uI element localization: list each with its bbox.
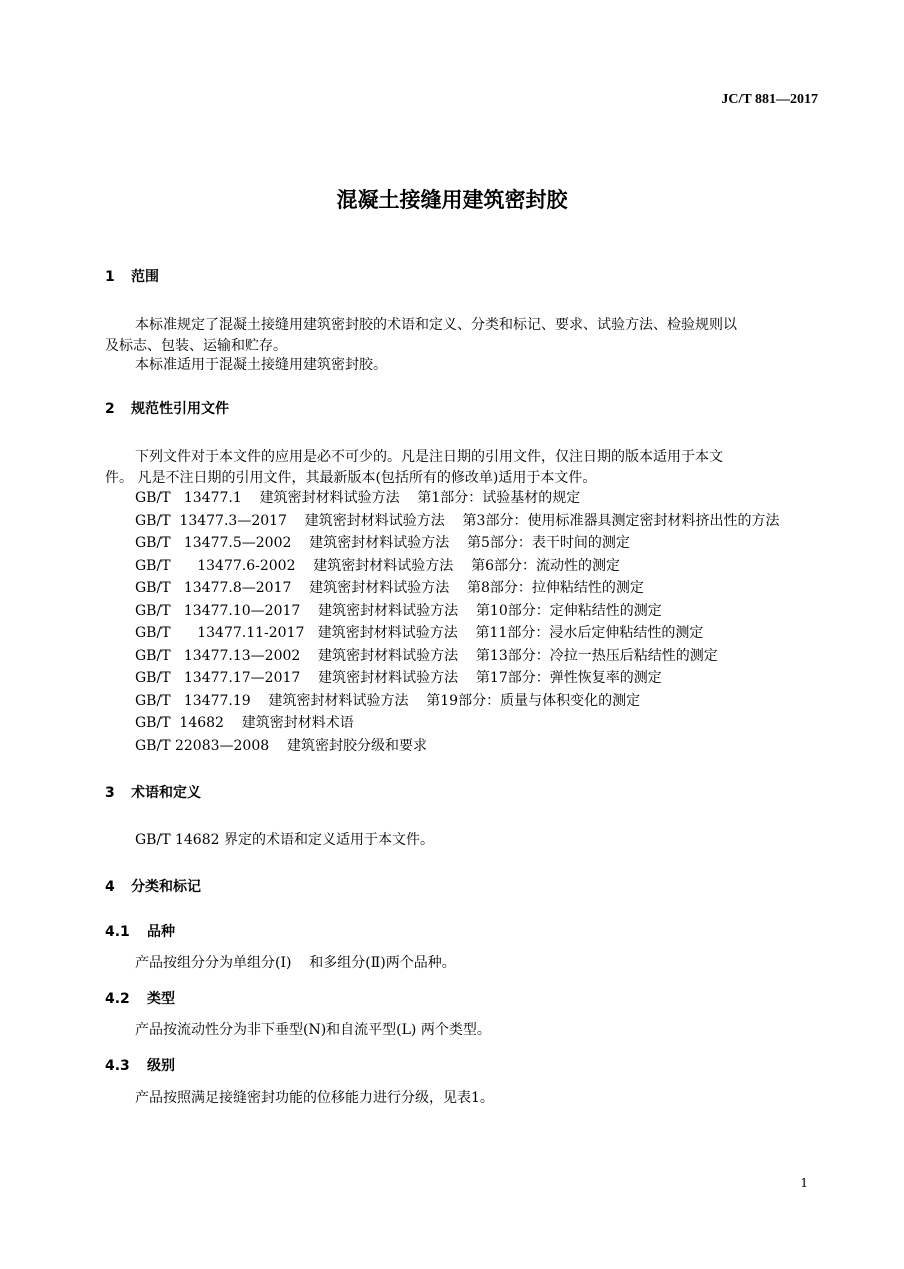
section-3-title: 术语和定义 [131, 785, 201, 801]
section-2-para-1-line-2: 件。 凡是不注日期的引用文件，其最新版本(包括所有的修改单)适用于本文件。 [105, 470, 597, 486]
section-4-number: 4 [105, 879, 115, 895]
section-1-para-1-line-2: 及标志、包装、运输和贮存。 [105, 338, 287, 354]
page-number: 1 [800, 1176, 808, 1190]
reference-item: GB/T 14682 建筑密封材料术语 [135, 715, 354, 731]
subsection-4-2-number: 4.2 [105, 991, 130, 1007]
reference-item: GB/T 13477.17—2017 建筑密封材料试验方法 第17部分：弹性恢复率的测定 [135, 670, 662, 686]
document-title: 混凝土接缝用建筑密封胶 [336, 188, 568, 212]
section-4-title: 分类和标记 [131, 879, 201, 895]
subsection-4-3-heading [105, 1055, 175, 1075]
subsection-4-3-text: 产品按照满足接缝密封功能的位移能力进行分级，见表1。 [135, 1090, 494, 1106]
section-4-heading [105, 876, 201, 896]
reference-item: GB/T 13477.6-2002 建筑密封材料试验方法 第6部分：流动性的测定 [135, 558, 620, 574]
section-2-heading [105, 398, 229, 418]
section-2-para-1-line-1: 下列文件对于本文件的应用是必不可少的。凡是注日期的引用文件，仅注日期的版本适用于本文 [135, 449, 723, 465]
section-1-title: 范围 [131, 269, 159, 285]
document-code: JC/T 881—2017 [721, 92, 818, 107]
reference-item: GB/T 13477.13—2002 建筑密封材料试验方法 第13部分：冷拉一热压后粘结性的测定 [135, 648, 718, 664]
subsection-4-1-title: 品种 [147, 924, 175, 940]
subsection-4-3-number: 4.3 [105, 1058, 130, 1074]
reference-item: GB/T 13477.3—2017 建筑密封材料试验方法 第3部分：使用标准器具测定密封材料挤出性的方法 [135, 513, 780, 529]
section-2-number: 2 [105, 401, 115, 417]
reference-item: GB/T 13477.5—2002 建筑密封材料试验方法 第5部分：表干时间的测定 [135, 535, 630, 551]
subsection-4-2-heading [105, 988, 175, 1008]
subsection-4-2-text: 产品按流动性分为非下垂型(N)和自流平型(L) 两个类型。 [135, 1022, 491, 1038]
subsection-4-1-heading [105, 921, 175, 941]
section-1-heading [105, 266, 159, 286]
section-3-number: 3 [105, 785, 115, 801]
subsection-4-1-text: 产品按组分分为单组分(I) 和多组分(Ⅱ)两个品种。 [135, 955, 456, 971]
subsection-4-3-title: 级别 [147, 1058, 175, 1074]
section-1-para-2: 本标准适用于混凝土接缝用建筑密封胶。 [135, 357, 387, 373]
reference-item: GB/T 13477.10—2017 建筑密封材料试验方法 第10部分：定伸粘结性的测定 [135, 603, 662, 619]
section-3-para-1: GB/T 14682 界定的术语和定义适用于本文件。 [135, 832, 434, 848]
reference-item: GB/T 13477.11-2017 建筑密封材料试验方法 第11部分：浸水后定伸粘结性的测定 [135, 625, 704, 641]
subsection-4-2-title: 类型 [147, 991, 175, 1007]
section-3-heading [105, 782, 201, 802]
section-1-para-1-line-1: 本标准规定了混凝土接缝用建筑密封胶的术语和定义、分类和标记、要求、试验方法、检验规则以 [135, 317, 737, 333]
reference-item: GB/T 13477.1 建筑密封材料试验方法 第1部分：试验基材的规定 [135, 490, 581, 506]
reference-item: GB/T 22083—2008 建筑密封胶分级和要求 [135, 738, 427, 754]
subsection-4-1-number: 4.1 [105, 924, 130, 940]
reference-item: GB/T 13477.19 建筑密封材料试验方法 第19部分：质量与体积变化的测定 [135, 693, 641, 709]
reference-item: GB/T 13477.8—2017 建筑密封材料试验方法 第8部分：拉伸粘结性的测定 [135, 580, 644, 596]
section-2-title: 规范性引用文件 [131, 401, 229, 417]
section-1-number: 1 [105, 269, 115, 285]
